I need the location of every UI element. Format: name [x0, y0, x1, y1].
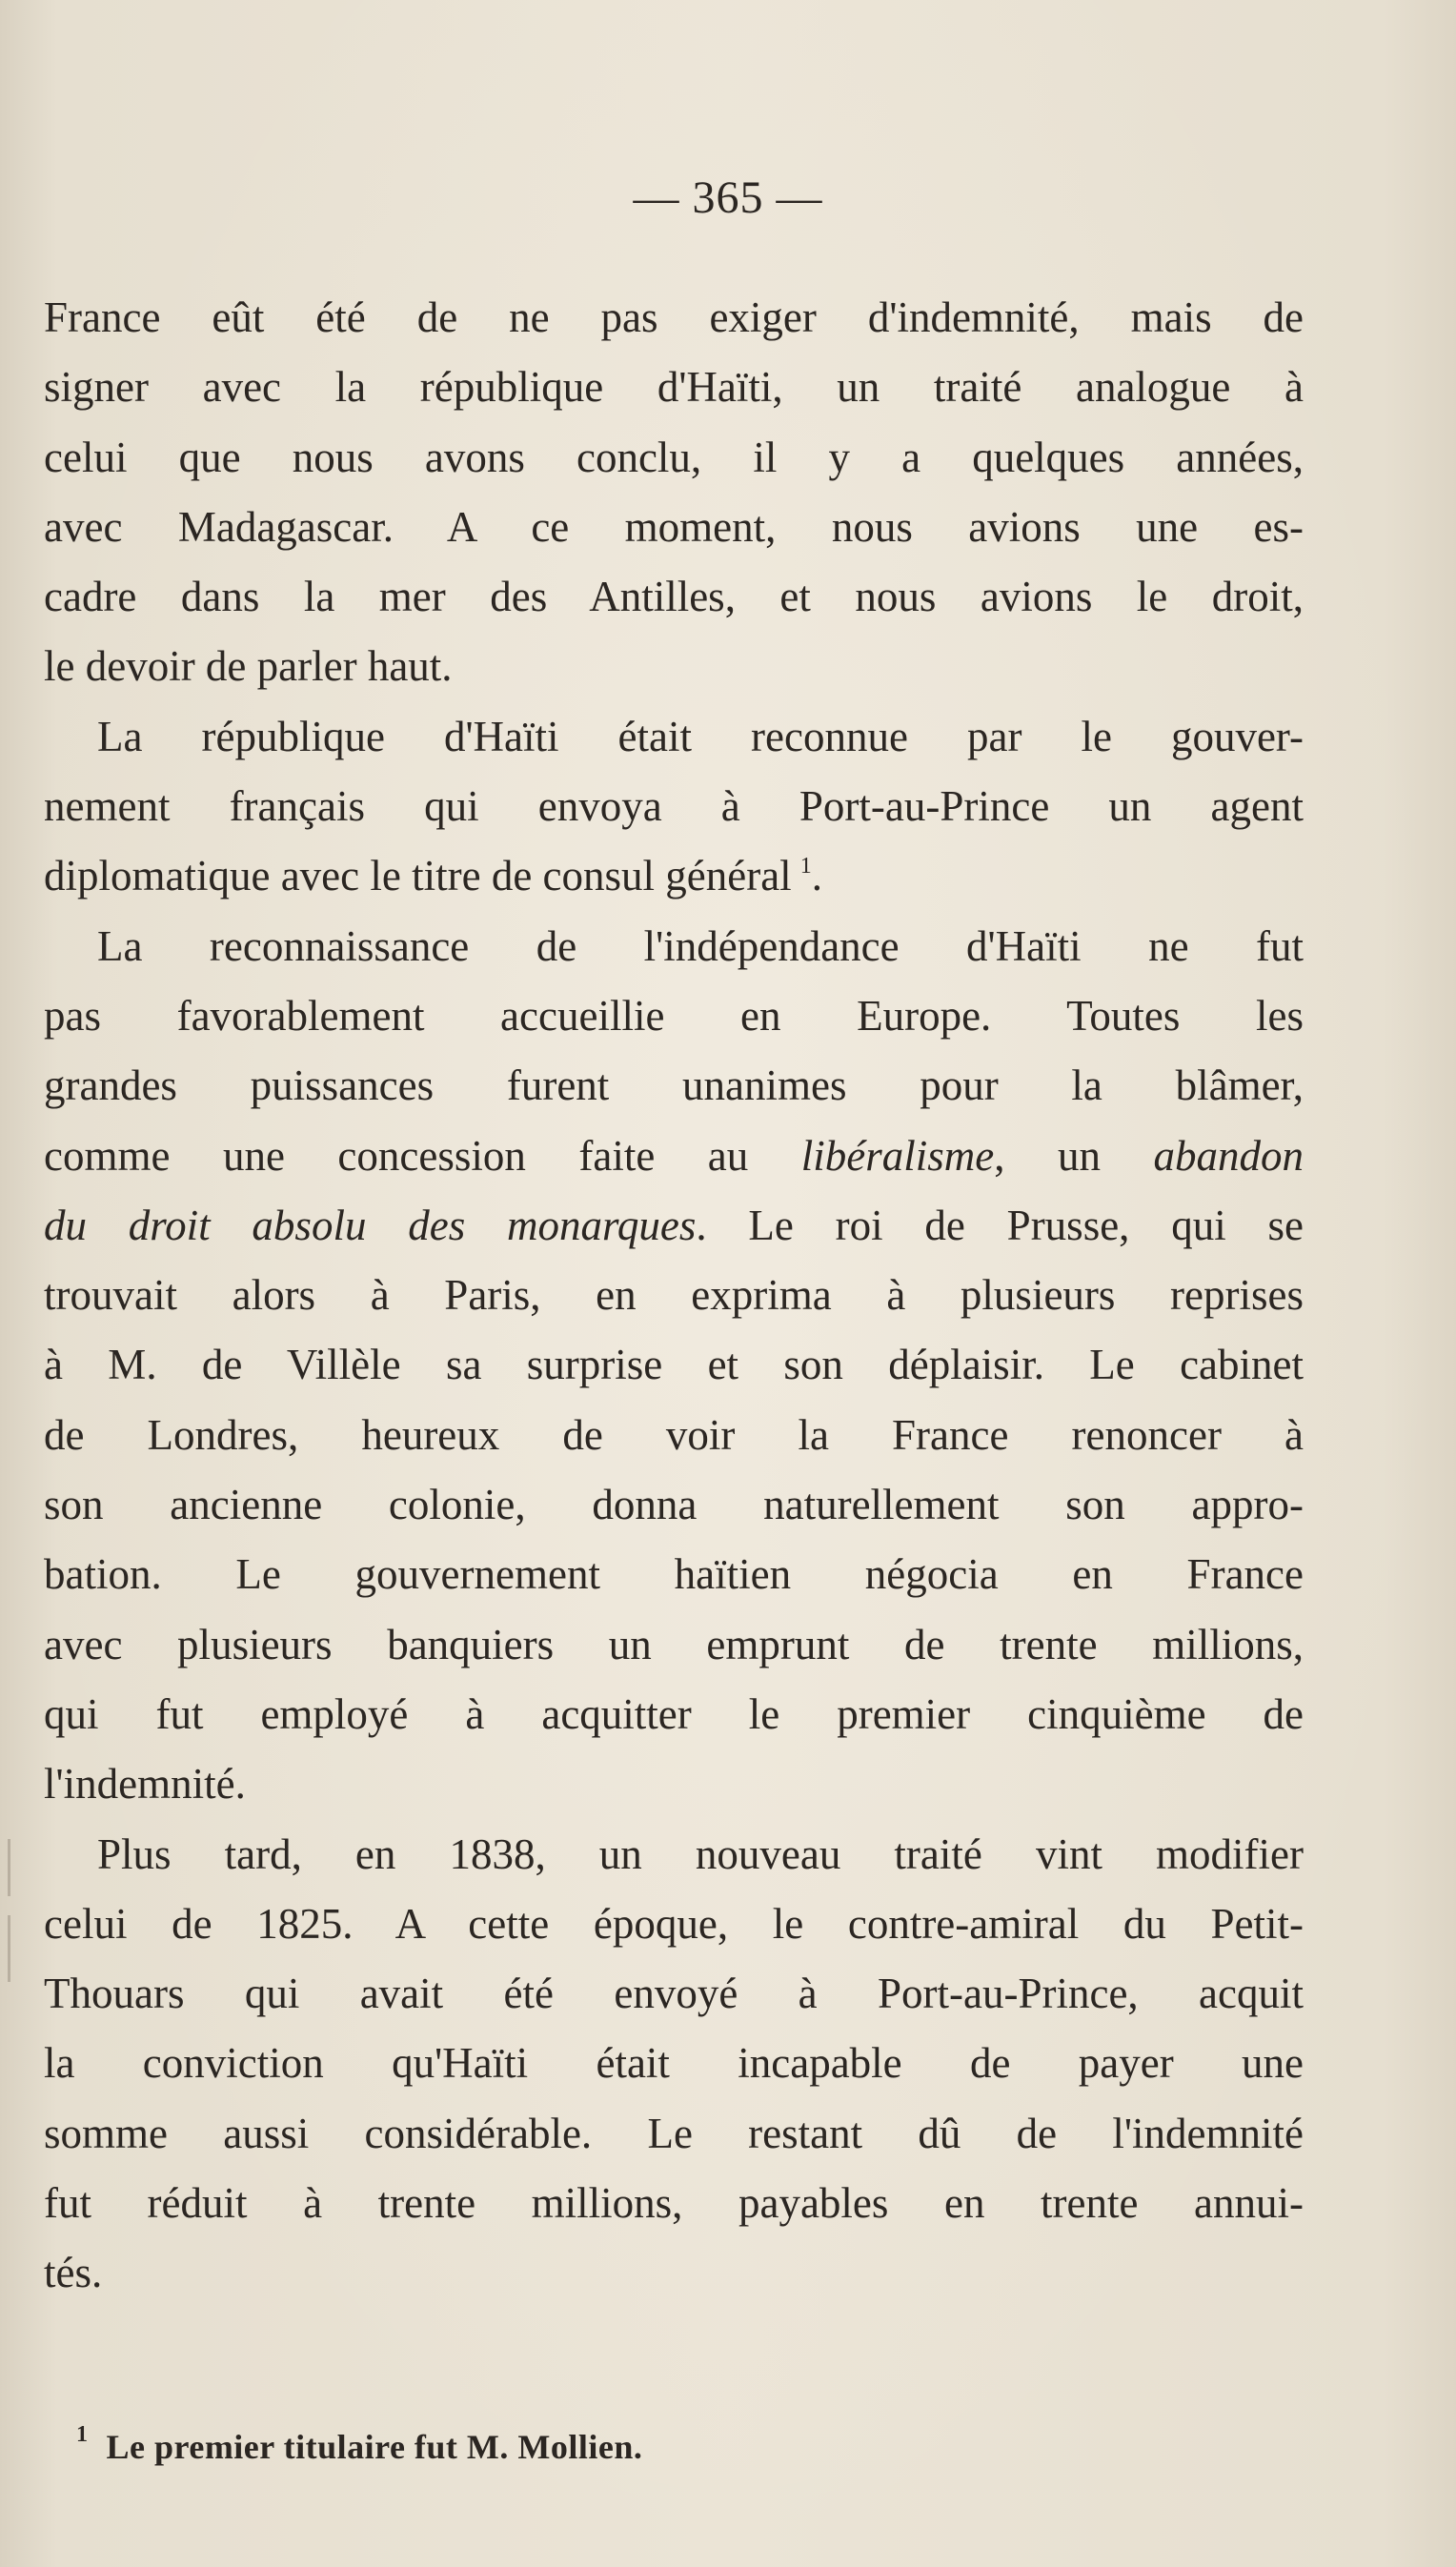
italic-text: libéralisme — [800, 1131, 995, 1180]
text-fragment: , un — [994, 1131, 1154, 1180]
text-fragment: comme une concession faite au — [44, 1131, 801, 1180]
text-fragment: diplomatique avec le titre de consul général — [44, 852, 792, 900]
text-line: tés. — [44, 2249, 103, 2297]
text-line: de Londres, heureux de voir la France renoncer à — [44, 1410, 1304, 1459]
text-line: somme aussi considérable. Le restant dû de l'indemnité — [44, 2109, 1304, 2157]
text-line — [44, 1191, 1304, 1261]
text-fragment: . Le roi de Prusse, qui se — [696, 1201, 1304, 1249]
text-line — [44, 1122, 1304, 1191]
text-line: cadre dans la mer des Antilles, et nous avions le droit, — [44, 573, 1304, 621]
text-line: bation. Le gouvernement haïtien négocia en France — [44, 1550, 1304, 1599]
italic-text: du droit absolu des monarques — [44, 1201, 697, 1249]
page-number: — 365 — — [633, 172, 823, 223]
text-line: trouvait alors à Paris, en exprima à plusieurs reprises — [44, 1271, 1304, 1320]
text-line: l'indemnité. — [44, 1760, 246, 1809]
text-line: fut réduit à trente millions, payables en trente annui- — [44, 2179, 1304, 2228]
text-line: La reconnaissance de l'indépendance d'Haïti ne fut — [97, 921, 1304, 970]
text-line: Plus tard, en 1838, un nouveau traité vint modifier — [97, 1829, 1304, 1878]
text-line: nement français qui envoya à Port-au-Prince un agent — [44, 782, 1304, 831]
text-line: diplomatique avec le titre de consul général $^1$. — [44, 852, 822, 900]
text-line: celui de 1825. A cette époque, le contre-amiral du Petit- — [44, 1899, 1304, 1948]
footnote-marker: 1 — [76, 2422, 89, 2447]
footnote-text: Le premier titulaire fut M. Mollien. — [106, 2428, 643, 2466]
footnote — [76, 2422, 643, 2469]
text-line: grandes puissances furent unanimes pour la blâmer, — [44, 1061, 1304, 1110]
text-line: avec Madagascar. A ce moment, nous avions une es- — [44, 502, 1304, 551]
text-line: Thouars qui avait été envoyé à Port-au-Prince, acquit — [44, 1970, 1304, 2018]
text-line: son ancienne colonie, donna naturellement son appro- — [44, 1481, 1304, 1529]
text-line: avec plusieurs banquiers un emprunt de trente millions, — [44, 1620, 1304, 1668]
text-line: La république d'Haïti était reconnue par le gouver- — [97, 712, 1304, 760]
margin-mark — [8, 1915, 10, 1982]
text-line: celui que nous avons conclu, il y a quelques années, — [44, 433, 1304, 481]
margin-mark — [8, 1839, 10, 1896]
italic-text: abandon — [1153, 1131, 1304, 1180]
body-text — [44, 283, 1304, 2309]
text-line: signer avec la république d'Haïti, un traité analogue à — [44, 363, 1304, 412]
text-line: France eût été de ne pas exiger d'indemnité, mais de — [44, 293, 1304, 341]
text-line: la conviction qu'Haïti était incapable de payer une — [44, 2039, 1304, 2088]
text-line: pas favorablement accueillie en Europe. Toutes les — [44, 991, 1304, 1040]
footnote-reference: 1 — [799, 854, 812, 879]
text-line: le devoir de parler haut. — [44, 642, 453, 691]
text-line: qui fut employé à acquitter le premier cinquième de — [44, 1689, 1304, 1738]
text-line: à M. de Villèle sa surprise et son déplaisir. Le cabinet — [44, 1341, 1304, 1389]
